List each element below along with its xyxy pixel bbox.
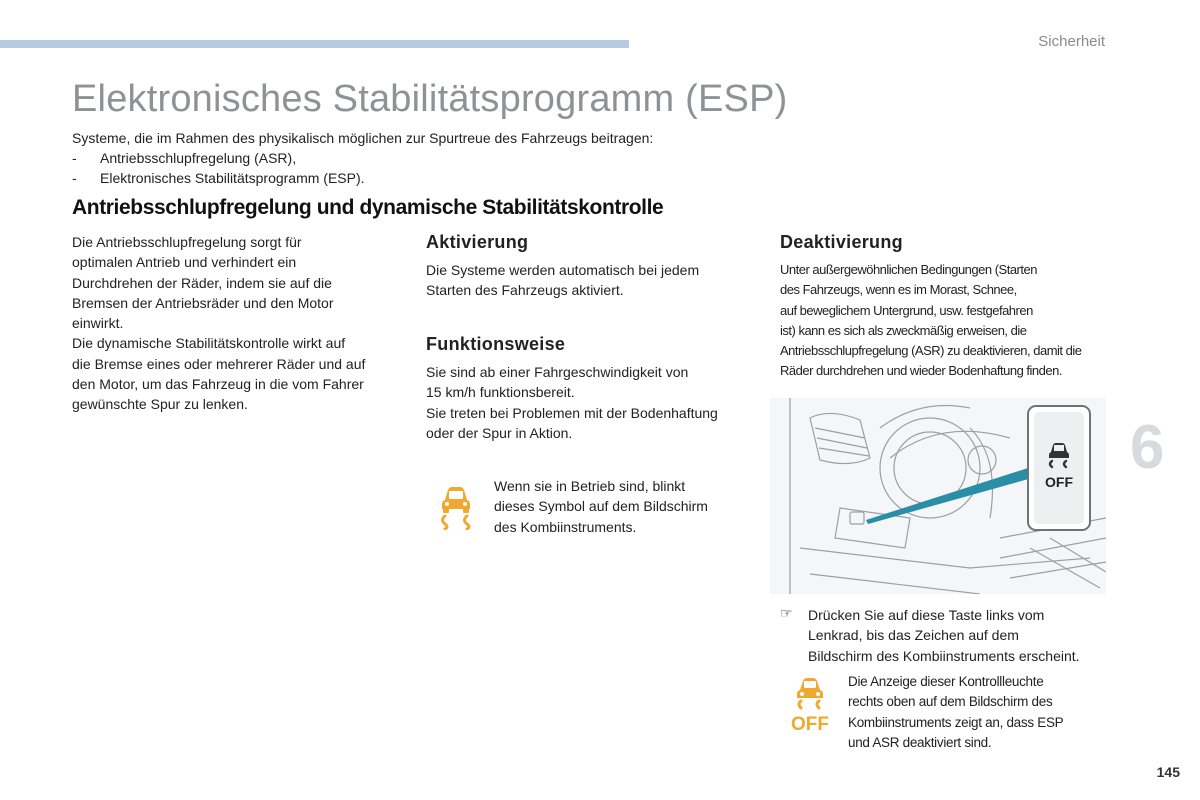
header-accent-bar (0, 40, 629, 48)
text-line: den Motor, um das Fahrzeug in die vom Fahrer (72, 376, 364, 393)
text-line: einwirkt. (72, 315, 124, 332)
skid-off-icon (792, 676, 828, 710)
text-line: Lenkrad, bis das Zeichen auf dem (808, 627, 1019, 644)
function-heading: Funktionsweise (426, 334, 566, 354)
text-line: Antriebsschlupfregelung (ASR) zu deaktivieren, damit die (780, 343, 1082, 359)
text-line: Die Antriebsschlupfregelung sorgt für (72, 234, 302, 250)
page-title: Elektronisches Stabilitätsprogramm (ESP) (72, 78, 788, 120)
intro-list-item (72, 168, 653, 188)
intro-list-item (72, 148, 653, 168)
text-line: auf beweglichem Untergrund, usw. festgefahren (780, 302, 1033, 318)
text-line: Die Anzeige dieser Kontrollleuchte (848, 674, 1044, 689)
activation-heading: Aktivierung (426, 232, 529, 252)
text-line: 15 km/h funktionsbereit. (426, 384, 575, 401)
text-line: Kombiinstruments zeigt an, dass ESP (848, 714, 1064, 730)
dashboard-drawing (770, 398, 1106, 594)
text-line: dieses Symbol auf dem Bildschirm (494, 498, 708, 515)
intro-text: Systeme, die im Rahmen des physikalisch möglichen zur Spurtreue des Fahrzeugs beitragen: (72, 130, 654, 146)
section-heading: Antriebsschlupfregelung und dynamische Stabilitätskontrolle (72, 196, 664, 219)
text-line: oder der Spur in Aktion. (426, 424, 573, 441)
text-line: Die Systeme werden automatisch bei jedem (426, 262, 700, 278)
intro-item-text: Antriebsschlupfregelung (ASR), (100, 150, 297, 166)
text-line: Sie treten bei Problemen mit der Bodenhaftung (426, 404, 718, 421)
text-line: Die dynamische Stabilitätskontrolle wirkt auf (72, 335, 346, 352)
chapter-number: 6 (1130, 413, 1165, 482)
text-line: Sie sind ab einer Fahrgeschwindigkeit von (426, 364, 689, 380)
blink-note (494, 476, 774, 537)
text-line: Starten des Fahrzeugs aktiviert. (426, 282, 624, 299)
intro-item-text: Elektronisches Stabilitätsprogramm (ESP). (100, 170, 365, 186)
pointing-hand-icon: ☞ (780, 605, 793, 621)
step-text (808, 605, 1118, 666)
esp-off-warning-icon (790, 676, 830, 734)
asr-description (72, 232, 402, 415)
page-number: 145 (1156, 764, 1180, 780)
function-text (426, 362, 766, 443)
text-line: Wenn sie in Betrieb sind, blinkt (494, 478, 686, 494)
off-label: OFF (791, 714, 829, 735)
dashboard-illustration (770, 398, 1106, 594)
text-line: Drücken Sie auf diese Taste links vom (808, 607, 1045, 623)
deactivation-heading: Deaktivierung (780, 232, 903, 252)
skid-warning-icon (436, 484, 476, 530)
text-line: und ASR deaktiviert sind. (848, 734, 992, 750)
skid-icon (1044, 440, 1074, 470)
section-label: Sicherheit (1038, 33, 1105, 50)
text-line: optimalen Antrieb und verhindert ein (72, 254, 297, 271)
text-line: Durchdrehen der Räder, indem sie auf die (72, 274, 332, 291)
text-line: Bremsen der Antriebsräder und den Motor (72, 294, 334, 311)
deactivation-text (780, 260, 1110, 382)
text-line: Unter außergewöhnlichen Bedingungen (Starten (780, 262, 1037, 277)
esp-off-button[interactable] (1044, 440, 1074, 490)
text-line: Räder durchdrehen und wieder Bodenhaftung finden. (780, 363, 1062, 379)
list-dash: - (72, 170, 77, 186)
intro (72, 128, 653, 188)
text-line: des Kombiinstruments. (494, 518, 637, 535)
text-line: rechts oben auf dem Bildschirm des (848, 694, 1053, 710)
text-line: des Fahrzeugs, wenn es im Morast, Schnee, (780, 282, 1017, 298)
text-line: gewünschte Spur zu lenken. (72, 396, 248, 413)
text-line: die Bremse eines oder mehrerer Räder und auf (72, 355, 366, 372)
text-line: Bildschirm des Kombiinstruments erscheint. (808, 647, 1080, 664)
text-line: ist) kann es sich als zweckmäßig erweisen, die (780, 322, 1027, 338)
off-note (848, 672, 1118, 753)
list-dash: - (72, 150, 77, 166)
activation-text (426, 260, 766, 301)
off-button-label: OFF (1045, 474, 1073, 490)
